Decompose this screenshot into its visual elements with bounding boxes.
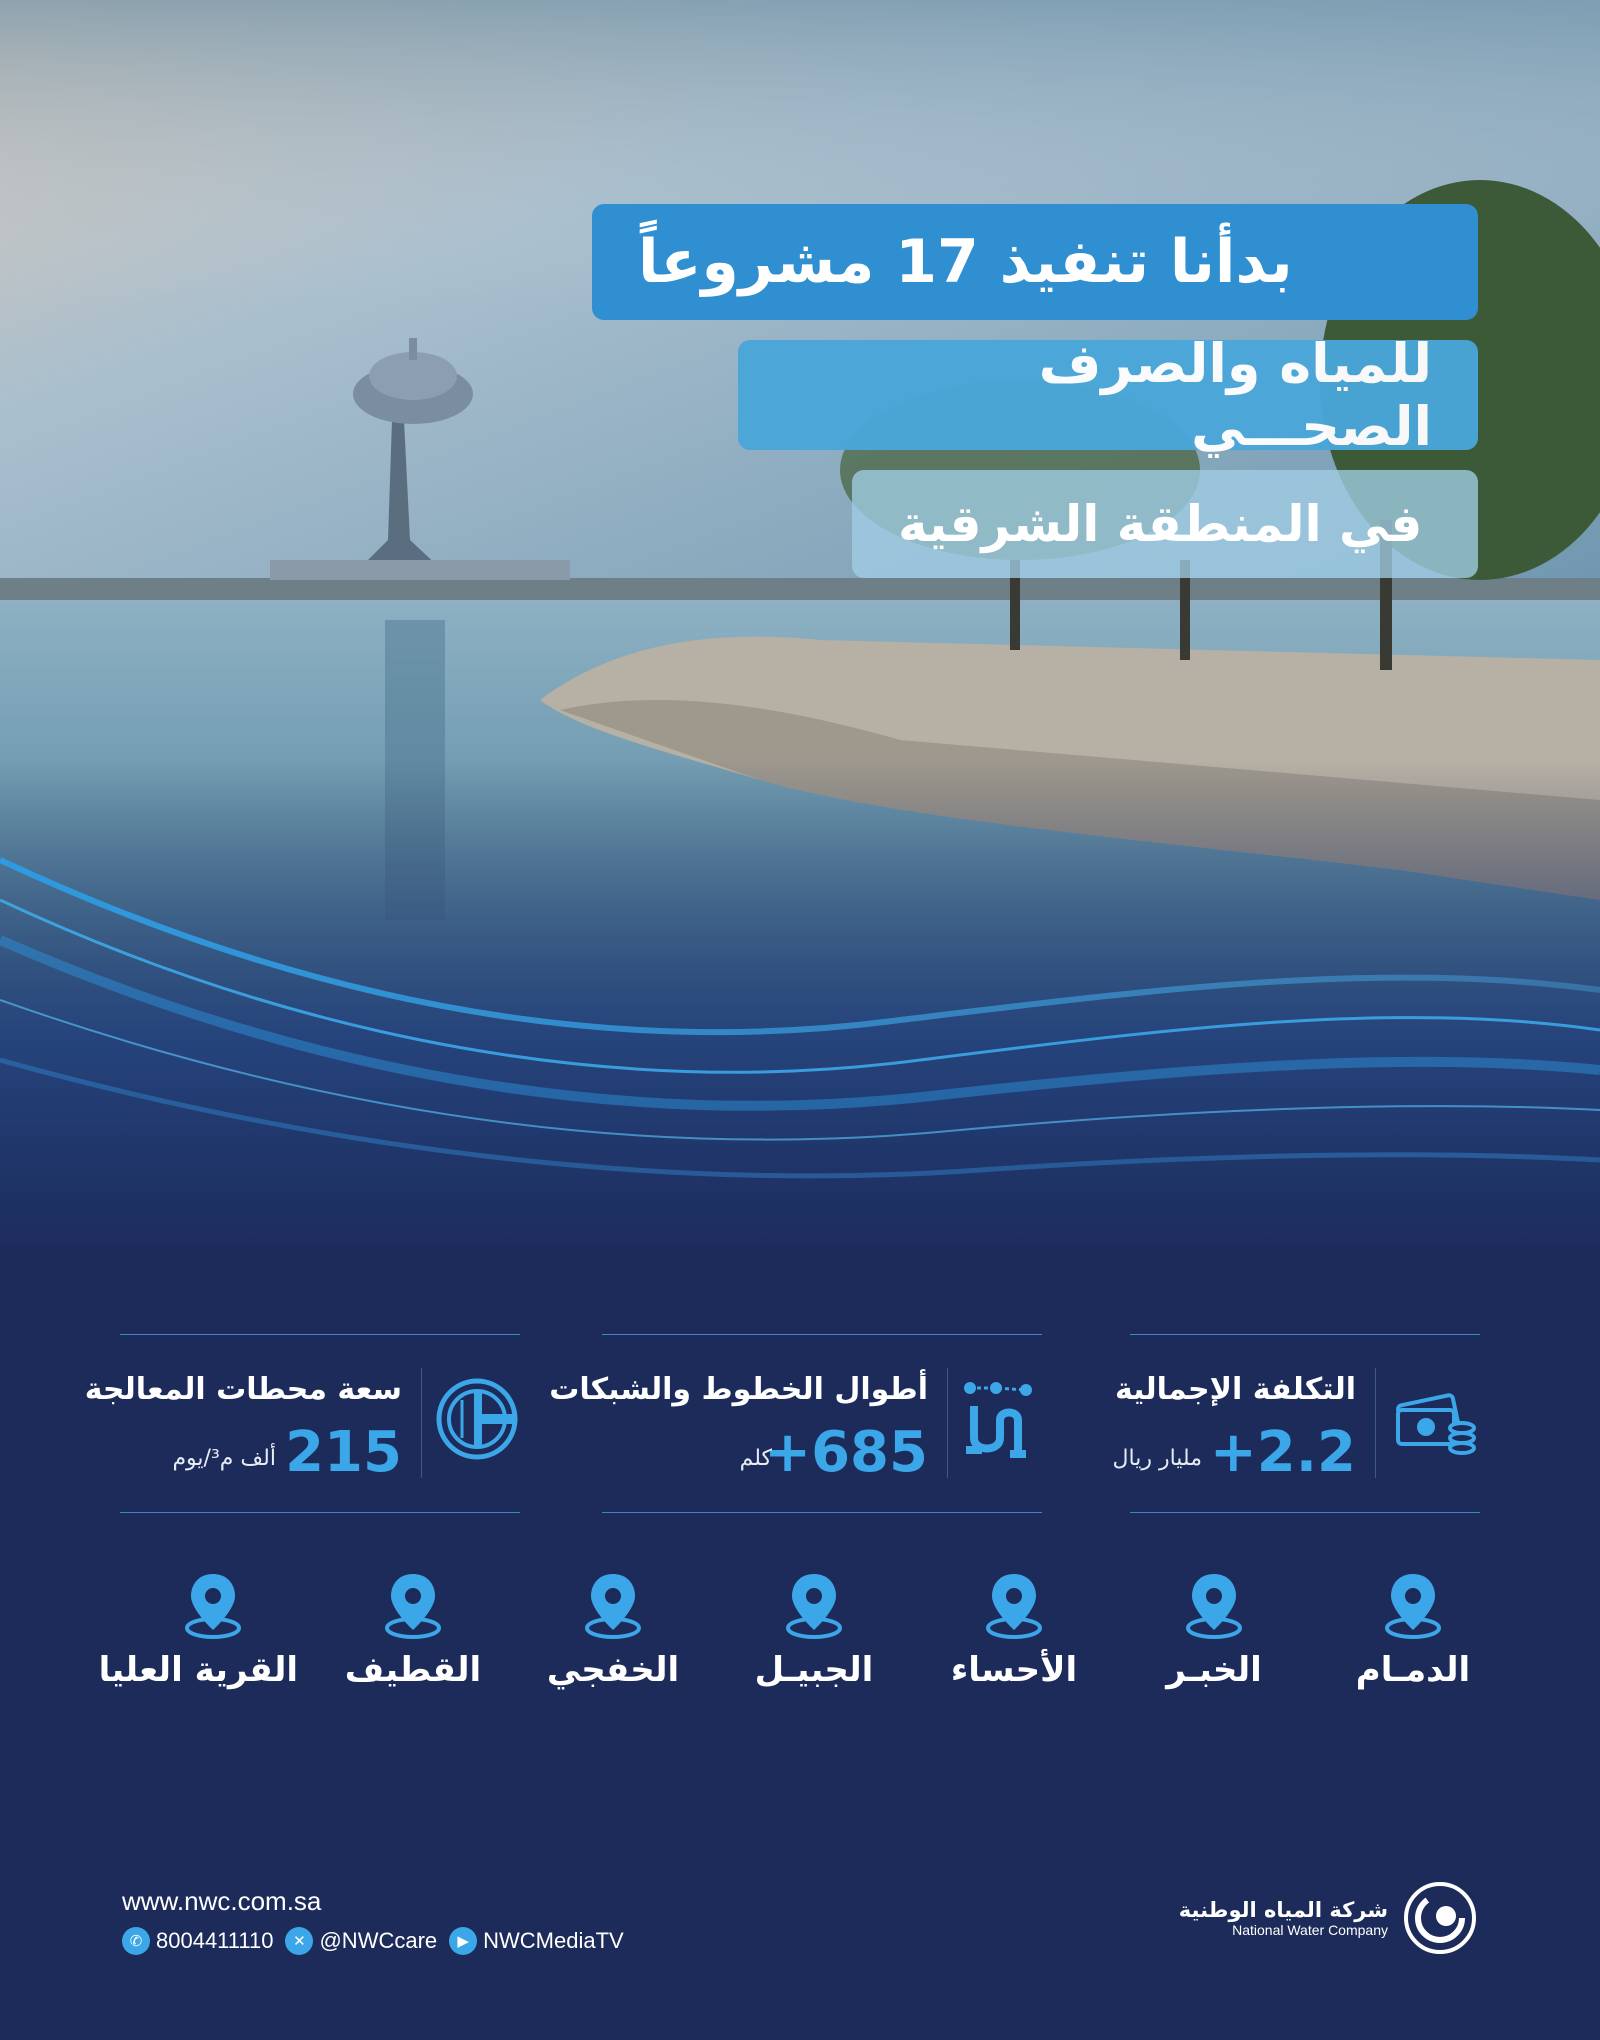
divider-bottom-left [120,1512,520,1513]
city-khafji [528,1570,698,1690]
city-name: القرية العليا [98,1650,298,1690]
stat-treatment-capacity [84,1358,520,1508]
stat-pipelines [549,1358,1042,1508]
nwc-logo-mark-icon [1402,1880,1478,1956]
twitter-handle: @NWCcare [319,1928,438,1953]
nwc-logo [1179,1880,1478,1956]
youtube-contact[interactable] [449,1927,624,1955]
location-pin-icon [1381,1570,1445,1640]
divider-bottom-right [1130,1512,1480,1513]
headline-line-1: بدأنا تنفيذ 17 مشروعاً [592,204,1478,320]
stat-title: أطوال الخطوط والشبكات [549,1372,928,1407]
headline-line-2: للمياه والصرف الصحـــي [738,340,1478,450]
stat-separator [1375,1368,1376,1478]
location-pin-icon [1182,1570,1246,1640]
location-pin-icon [782,1570,846,1640]
location-pin-icon [381,1570,445,1640]
money-icon [1394,1376,1480,1462]
city-name: الخفجي [546,1650,680,1690]
stat-value: +685 [764,1420,928,1485]
city-name: القطيف [344,1650,482,1690]
stat-title: التكلفة الإجمالية [1114,1372,1356,1407]
divider-top-right [1130,1334,1480,1335]
phone-contact[interactable] [122,1927,273,1955]
youtube-channel: NWCMediaTV [483,1928,624,1953]
footer-contacts [122,1886,636,1955]
twitter-contact[interactable] [285,1927,437,1955]
stat-unit: مليار ريال [1112,1446,1202,1471]
stat-separator [421,1368,422,1478]
phone-icon: ✆ [122,1927,150,1955]
stat-total-cost [1112,1358,1480,1508]
city-name: الجبيـل [754,1650,874,1690]
stat-separator [947,1368,948,1478]
location-pin-icon [581,1570,645,1640]
phone-number: 8004411110 [156,1928,274,1953]
city-qatif [328,1570,498,1690]
city-khobar [1129,1570,1299,1690]
pipeline-icon [956,1376,1042,1462]
city-ahsa [929,1570,1099,1690]
divider-top-middle [602,1334,1042,1335]
headline-line-3: في المنطقة الشرقية [852,470,1478,578]
treatment-plant-icon [434,1376,520,1462]
city-qaryat-al-ulya [98,1570,298,1690]
x-icon: ✕ [285,1927,313,1955]
stat-value: +2.2 [1209,1420,1356,1485]
website-link[interactable]: www.nwc.com.sa [122,1886,322,1916]
stat-unit: كلم [739,1446,772,1471]
stat-title: سعة محطات المعالجة [84,1372,402,1407]
stat-unit: ألف م³/يوم [172,1446,276,1471]
city-name: الأحساء [950,1650,1078,1690]
divider-bottom-middle [602,1512,1042,1513]
location-pin-icon [181,1570,245,1640]
logo-arabic-name: شركة المياه الوطنية [1178,1898,1388,1922]
logo-english-name: National Water Company [1232,1922,1388,1938]
youtube-icon: ▶ [449,1927,477,1955]
stat-value: 215 [285,1420,402,1485]
divider-top-left [120,1334,520,1335]
city-dammam [1328,1570,1498,1690]
city-jubail [729,1570,899,1690]
location-pin-icon [982,1570,1046,1640]
city-name: الخبـر [1166,1650,1262,1690]
city-name: الدمـام [1355,1650,1471,1690]
